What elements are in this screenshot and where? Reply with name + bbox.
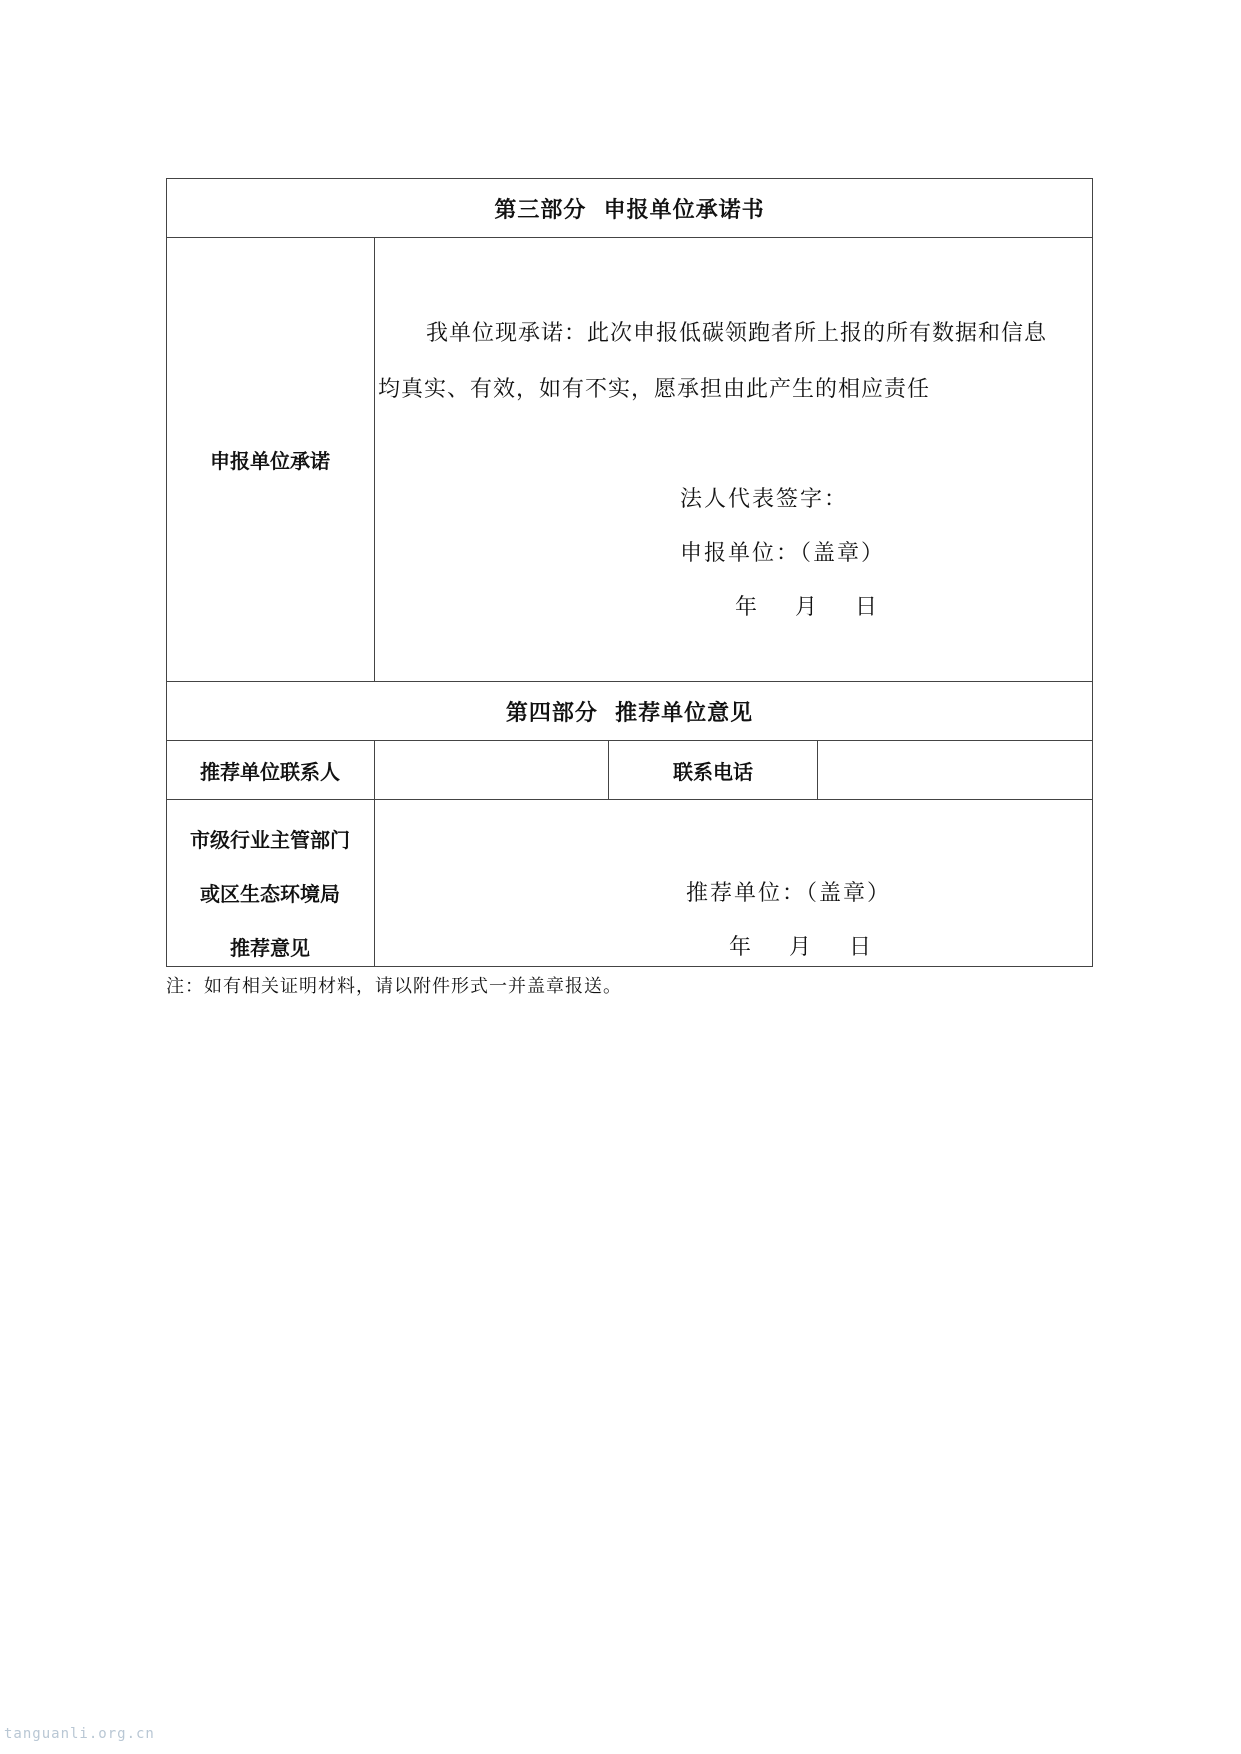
contact-phone-field[interactable] (818, 741, 1093, 799)
opinion-label-line3: 推荐意见 (230, 936, 310, 960)
part3-title: 第三部分 申报单位承诺书 (494, 197, 765, 223)
site-watermark: tanguanli.org.cn (4, 1726, 155, 1742)
legal-rep-signature-label: 法人代表签字： (680, 487, 849, 512)
part4-title: 第四部分 推荐单位意见 (505, 700, 754, 726)
opinion-label-line2: 或区生态环境局 (200, 882, 340, 906)
applicant-seal-label: 申报单位：（盖章） (680, 541, 886, 566)
recommender-contact-label: 推荐单位联系人 (200, 759, 340, 784)
pledge-text-line1: 我单位现承诺：此次申报低碳领跑者所上报的所有数据和信息 (426, 321, 1048, 346)
recommendation-date-label: 年 月 日 (729, 935, 873, 960)
recommender-seal-label: 推荐单位：（盖章） (686, 881, 892, 906)
contact-phone-label: 联系电话 (673, 759, 753, 784)
footnote: 注：如有相关证明材料，请以附件形式一并盖章报送。 (166, 976, 622, 997)
opinion-label-line1: 市级行业主管部门 (190, 828, 350, 852)
pledge-row-label: 申报单位承诺 (210, 449, 330, 473)
column-divider (374, 237, 375, 681)
recommender-contact-field[interactable] (375, 741, 608, 799)
pledge-date-label: 年 月 日 (735, 595, 879, 620)
row-divider (166, 799, 1093, 800)
pledge-text-line2: 均真实、有效，如有不实，愿承担由此产生的相应责任 (378, 377, 931, 402)
